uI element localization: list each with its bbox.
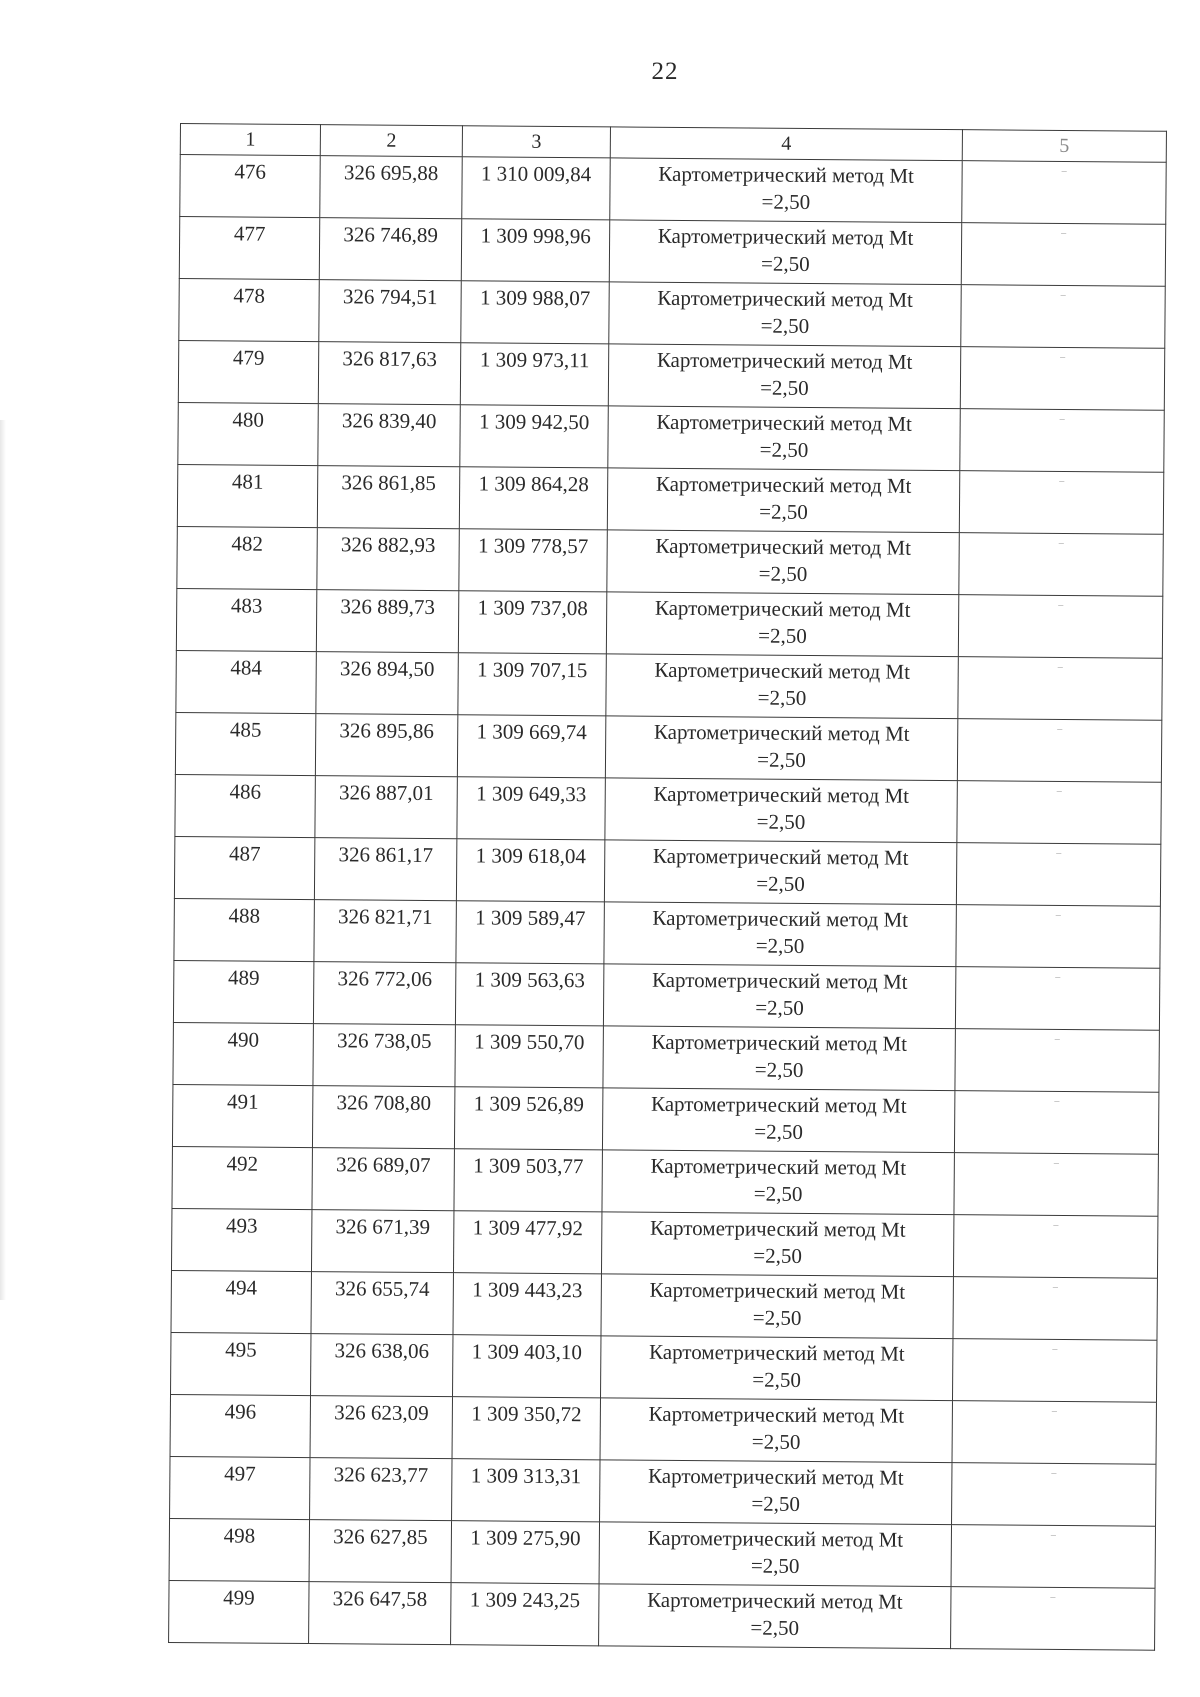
table-row [172,1084,1158,1154]
coordinate-y: 1 309 313,31 [452,1459,600,1522]
coordinate-y: 1 309 988,07 [461,281,609,344]
coordinate-y: 1 309 477,92 [453,1211,601,1274]
note-cell: – [955,1029,1159,1093]
coordinate-x: 326 671,39 [311,1210,453,1273]
method-text: Картометрический метод Mt [649,1277,906,1304]
method-text: Картометрический метод Mt [648,1339,905,1366]
method-precision: =2,50 [759,499,808,524]
method-text: Картометрический метод Mt [654,595,911,622]
method-precision: =2,50 [760,375,809,400]
point-number: 494 [171,1270,311,1333]
header-col-2: 2 [320,125,462,157]
method-text: Картометрический метод Mt [652,905,909,932]
coordinate-x: 326 627,85 [309,1520,451,1583]
method-precision: =2,50 [760,313,810,338]
note-cell: – [951,1525,1155,1589]
note-cell: – [956,905,1160,969]
note-cell: – [954,1091,1158,1155]
note-cell: – [952,1463,1156,1527]
method-text: Картометрический метод Mt [653,719,910,746]
note-cell: – [955,967,1159,1031]
table-row [173,960,1159,1030]
coordinate-x: 326 689,07 [312,1148,454,1211]
table-body [169,155,1167,1651]
coordinate-y: 1 309 243,25 [451,1583,599,1646]
method-cell [600,1460,952,1525]
point-number: 493 [171,1208,311,1271]
method-text: Картометрический метод Mt [652,843,909,870]
coordinate-y: 1 309 443,23 [453,1273,601,1336]
method-precision: =2,50 [750,1615,800,1640]
coordinate-x: 326 738,05 [313,1024,455,1087]
note-cell: – [962,161,1166,225]
point-number: 491 [172,1084,312,1147]
coordinates-table [168,123,1167,1651]
table-row [176,650,1162,720]
table-row [177,526,1163,596]
method-cell [601,1212,953,1277]
method-precision: =2,50 [754,1057,804,1082]
method-precision: =2,50 [751,1491,801,1516]
table-row [175,774,1161,844]
method-text: Картометрический метод Mt [648,1463,904,1490]
method-cell [604,840,956,905]
table-row [178,402,1164,472]
note-cell: – [960,347,1164,411]
table-row [171,1332,1157,1402]
method-cell [599,1522,951,1587]
note-cell: – [956,843,1160,907]
header-col-4: 4 [610,127,962,161]
header-col-1: 1 [180,124,320,156]
coordinate-y: 1 309 973,11 [460,343,608,406]
table-row [177,464,1163,534]
method-cell [609,282,961,347]
coordinate-x: 326 861,85 [317,466,459,529]
table-row [171,1208,1157,1278]
method-cell [603,1026,955,1091]
coordinate-x: 326 655,74 [311,1272,453,1335]
method-precision: =2,50 [754,1119,803,1144]
method-precision: =2,50 [758,623,807,648]
coordinate-x: 326 708,80 [312,1086,454,1149]
method-text: Картометрический метод Mt [651,1029,908,1056]
method-cell [609,220,961,285]
method-text: Картометрический метод Mt [656,347,913,374]
method-text: Картометрический метод Mt [657,223,914,250]
method-cell [606,592,958,657]
method-text: Картометрический метод Mt [655,471,912,498]
coordinate-y: 1 309 350,72 [452,1397,600,1460]
method-text: Картометрический метод Mt [650,1091,907,1118]
coordinate-x: 326 772,06 [313,962,455,1025]
table-row [171,1270,1157,1340]
method-precision: =2,50 [750,1553,800,1578]
point-number: 485 [175,712,315,775]
method-precision: =2,50 [757,685,807,710]
method-text: Картометрический метод Mt [647,1587,903,1614]
header-col-3: 3 [462,126,610,158]
method-text: Картометрический метод Mt [647,1525,904,1552]
point-number: 483 [176,588,316,651]
coordinate-x: 326 794,51 [319,280,461,343]
note-cell: – [959,533,1163,597]
method-cell [605,716,957,781]
coordinate-y: 1 309 737,08 [458,591,606,654]
note-cell: – [952,1401,1156,1465]
point-number: 496 [170,1394,310,1457]
coordinate-y: 1 309 707,15 [458,653,606,716]
note-cell: – [961,285,1165,349]
table-row [170,1456,1156,1526]
note-cell: – [951,1587,1155,1651]
method-precision: =2,50 [752,1305,802,1330]
method-text: Картометрический метод Mt [651,967,908,994]
coordinate-x: 326 895,86 [315,714,457,777]
coordinate-x: 326 746,89 [319,218,461,281]
method-precision: =2,50 [756,809,806,834]
method-cell [608,344,960,409]
note-cell: – [954,1153,1158,1217]
coordinate-y: 1 309 669,74 [457,715,605,778]
method-cell [610,158,962,223]
coordinate-y: 1 310 009,84 [462,157,610,220]
point-number: 490 [173,1022,313,1085]
method-precision: =2,50 [758,561,808,586]
method-cell [600,1398,952,1463]
method-cell [601,1274,953,1339]
coordinate-y: 1 309 275,90 [451,1521,599,1584]
coordinate-x: 326 821,71 [314,900,456,963]
coordinate-y: 1 309 526,89 [454,1087,602,1150]
coordinate-y: 1 309 864,28 [459,467,607,530]
method-cell [607,468,959,533]
method-cell [605,778,957,843]
point-number: 498 [169,1518,309,1581]
table-row [172,1146,1158,1216]
coordinate-y: 1 309 618,04 [456,839,604,902]
coordinate-x: 326 861,17 [314,838,456,901]
coordinate-y: 1 309 503,77 [454,1149,602,1212]
method-cell [599,1584,951,1649]
note-cell: – [953,1215,1157,1279]
note-cell: – [959,471,1163,535]
coordinate-y: 1 309 942,50 [460,405,608,468]
point-number: 499 [169,1580,309,1643]
point-number: 487 [174,836,314,899]
table-row [175,712,1161,782]
point-number: 479 [178,340,318,403]
method-text: Картометрический метод Mt [650,1153,907,1180]
coordinate-x: 326 647,58 [309,1582,451,1645]
point-number: 478 [179,278,319,341]
method-cell [601,1336,953,1401]
method-text: Картометрический метод Mt [657,285,914,312]
method-precision: =2,50 [751,1429,801,1454]
table-row [170,1394,1156,1464]
note-cell: – [958,657,1162,721]
coordinate-y: 1 309 403,10 [453,1335,601,1398]
method-text: Картометрический метод Mt [653,781,910,808]
method-precision: =2,50 [761,251,810,276]
method-precision: =2,50 [757,747,806,772]
method-cell [604,902,956,967]
coordinate-x: 326 817,63 [318,342,460,405]
point-number: 484 [176,650,316,713]
table-row [174,898,1160,968]
method-cell [602,1088,954,1153]
note-cell: – [957,719,1161,783]
note-cell: – [960,409,1164,473]
method-precision: =2,50 [753,1181,803,1206]
point-number: 480 [178,402,318,465]
method-precision: =2,50 [756,871,805,896]
method-cell [602,1150,954,1215]
point-number: 476 [180,155,320,218]
method-precision: =2,50 [755,995,804,1020]
point-number: 489 [173,960,313,1023]
note-cell: – [952,1339,1156,1403]
method-text: Картометрический метод Mt [658,161,914,188]
coordinate-y: 1 309 589,47 [456,901,604,964]
coordinate-x: 326 889,73 [316,590,458,653]
method-text: Картометрический метод Mt [654,657,911,684]
point-number: 477 [179,217,319,280]
method-precision: =2,50 [759,437,809,462]
coordinate-y: 1 309 649,33 [457,777,605,840]
method-text: Картометрический метод Mt [648,1401,905,1428]
method-text: Картометрический метод Mt [655,533,912,560]
method-precision: =2,50 [752,1367,802,1392]
coordinate-x: 326 894,50 [316,652,458,715]
method-cell [603,964,955,1029]
table-row [179,217,1165,287]
point-number: 497 [170,1456,310,1519]
note-cell: – [961,223,1165,287]
method-precision: =2,50 [761,189,811,214]
point-number: 486 [175,774,315,837]
coordinate-x: 326 839,40 [318,404,460,467]
point-number: 481 [177,464,317,527]
coordinate-y: 1 309 550,70 [455,1025,603,1088]
table-row [173,1022,1159,1092]
table-row [176,588,1162,658]
point-number: 495 [171,1332,311,1395]
point-number: 482 [177,526,317,589]
point-number: 492 [172,1146,312,1209]
coordinate-x: 326 887,01 [315,776,457,839]
method-cell [606,654,958,719]
coordinate-x: 326 695,88 [320,156,462,219]
page-number: 22 [651,58,679,85]
method-cell [608,406,960,471]
method-precision: =2,50 [755,933,805,958]
table-row [179,278,1165,348]
coordinate-y: 1 309 778,57 [459,529,607,592]
point-number: 488 [174,898,314,961]
table-row [178,340,1164,410]
header-col-5: 5 [962,130,1166,163]
scan-edge-shadow [0,420,6,1300]
method-precision: =2,50 [753,1243,803,1268]
method-cell [607,530,959,595]
table-row [169,1518,1155,1588]
coordinate-y: 1 309 998,96 [461,219,609,282]
method-text: Картометрический метод Mt [656,409,913,436]
coordinate-x: 326 623,77 [310,1458,452,1521]
coordinate-x: 326 882,93 [317,528,459,591]
coordinate-x: 326 623,09 [310,1396,452,1459]
method-text: Картометрический метод Mt [649,1215,906,1242]
table-row [180,155,1166,225]
coordinate-x: 326 638,06 [311,1334,453,1397]
note-cell: – [958,595,1162,659]
note-cell: – [953,1277,1157,1341]
note-cell: – [957,781,1161,845]
table-row [169,1580,1155,1650]
coordinate-y: 1 309 563,63 [455,963,603,1026]
table-row [174,836,1160,906]
